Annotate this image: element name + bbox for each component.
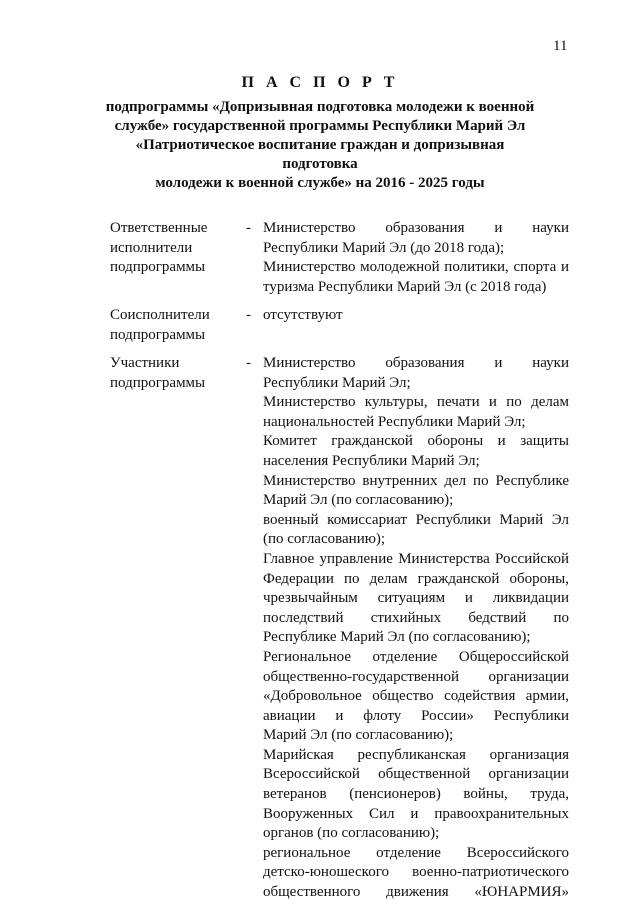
value-line: населения Республики Марий Эл; bbox=[263, 452, 480, 469]
subtitle-line: молодежи к военной службе» на 2016 - 2025 годы bbox=[155, 175, 485, 191]
value-line: Марийская республиканская организация bbox=[263, 746, 569, 763]
row-dash: - bbox=[246, 220, 251, 236]
subtitle-line: подпрограммы «Допризывная подготовка молодежи к военной bbox=[105, 99, 535, 115]
row-label-line: Ответственные bbox=[110, 220, 208, 236]
value-line: детско-юношеского военно-патриотического bbox=[263, 864, 569, 881]
value-line: Главное управление Министерства Российской bbox=[263, 550, 569, 567]
subtitle-line: службе» государственной программы Республики Марий Эл bbox=[114, 118, 526, 134]
value-line: Министерство образования и науки bbox=[263, 220, 569, 236]
value-line: Федерации по делам гражданской обороны, bbox=[263, 570, 569, 587]
row-label bbox=[110, 306, 240, 345]
value-line: ветеранов (пенсионеров) войны, труда, bbox=[263, 786, 569, 803]
document-subtitle bbox=[100, 98, 540, 193]
row-label-line: исполнители bbox=[110, 239, 193, 256]
value-line: Министерство молодежной политики, спорта и bbox=[263, 259, 569, 276]
row-label bbox=[110, 354, 240, 393]
value-line: региональное отделение Всероссийского bbox=[263, 844, 569, 861]
value-line: Министерство культуры, печати и по делам bbox=[263, 394, 569, 411]
row-dash: - bbox=[246, 355, 251, 371]
value-line: Всероссийской общественной организации bbox=[263, 766, 569, 783]
value-line: Марий Эл (по согласованию); bbox=[263, 492, 454, 509]
value-line: последствий стихийных бедствий по bbox=[263, 609, 569, 626]
value-line: Республике Марий Эл (по согласованию); bbox=[263, 629, 531, 646]
page-number: 11 bbox=[553, 38, 568, 54]
row-value bbox=[263, 219, 569, 297]
row-label-line: подпрограммы bbox=[110, 326, 206, 343]
value-line: (по согласованию); bbox=[263, 531, 386, 548]
value-line: «Добровольное общество содействия армии, bbox=[263, 688, 569, 705]
value-line: военный комиссариат Республики Марий Эл bbox=[263, 511, 569, 528]
value-line: Комитет гражданской обороны и защиты bbox=[263, 433, 569, 450]
value-line: национальностей Республики Марий Эл; bbox=[263, 413, 526, 430]
value-line: общественно-государственной организации bbox=[263, 668, 569, 685]
row-label-line: подпрограммы bbox=[110, 259, 206, 276]
value-line: чрезвычайным ситуациям и ликвидации bbox=[263, 590, 569, 607]
value-line: общественного движения «ЮНАРМИЯ» bbox=[263, 884, 569, 901]
row-value bbox=[263, 354, 569, 903]
value-line: Марий Эл (по согласованию); bbox=[263, 727, 454, 744]
row-label-line: подпрограммы bbox=[110, 374, 206, 391]
value-line: туризма Республики Марий Эл (с 2018 года) bbox=[263, 278, 547, 295]
value-line: авиации и флоту России» Республики bbox=[263, 707, 569, 724]
document-title: П А С П О Р Т bbox=[241, 74, 399, 91]
subtitle-line: «Патриотическое воспитание граждан и допризывная подготовка bbox=[135, 137, 505, 172]
row-label-line: Соисполнители bbox=[110, 307, 210, 323]
value-line: Республики Марий Эл; bbox=[263, 374, 411, 391]
value-line: Вооруженных Сил и правоохранительных bbox=[263, 805, 569, 822]
value-line: Региональное отделение Общероссийской bbox=[263, 648, 569, 665]
value-line: отсутствуют bbox=[263, 307, 343, 323]
value-line: Министерство образования и науки bbox=[263, 355, 569, 371]
row-dash: - bbox=[246, 307, 251, 323]
value-line: Республики Марий Эл (до 2018 года); bbox=[263, 239, 505, 256]
value-line: Министерство внутренних дел по Республике bbox=[263, 472, 569, 489]
value-line: органов (по согласованию); bbox=[263, 825, 440, 842]
row-label bbox=[110, 219, 240, 278]
row-value bbox=[263, 306, 569, 326]
row-label-line: Участники bbox=[110, 355, 180, 371]
